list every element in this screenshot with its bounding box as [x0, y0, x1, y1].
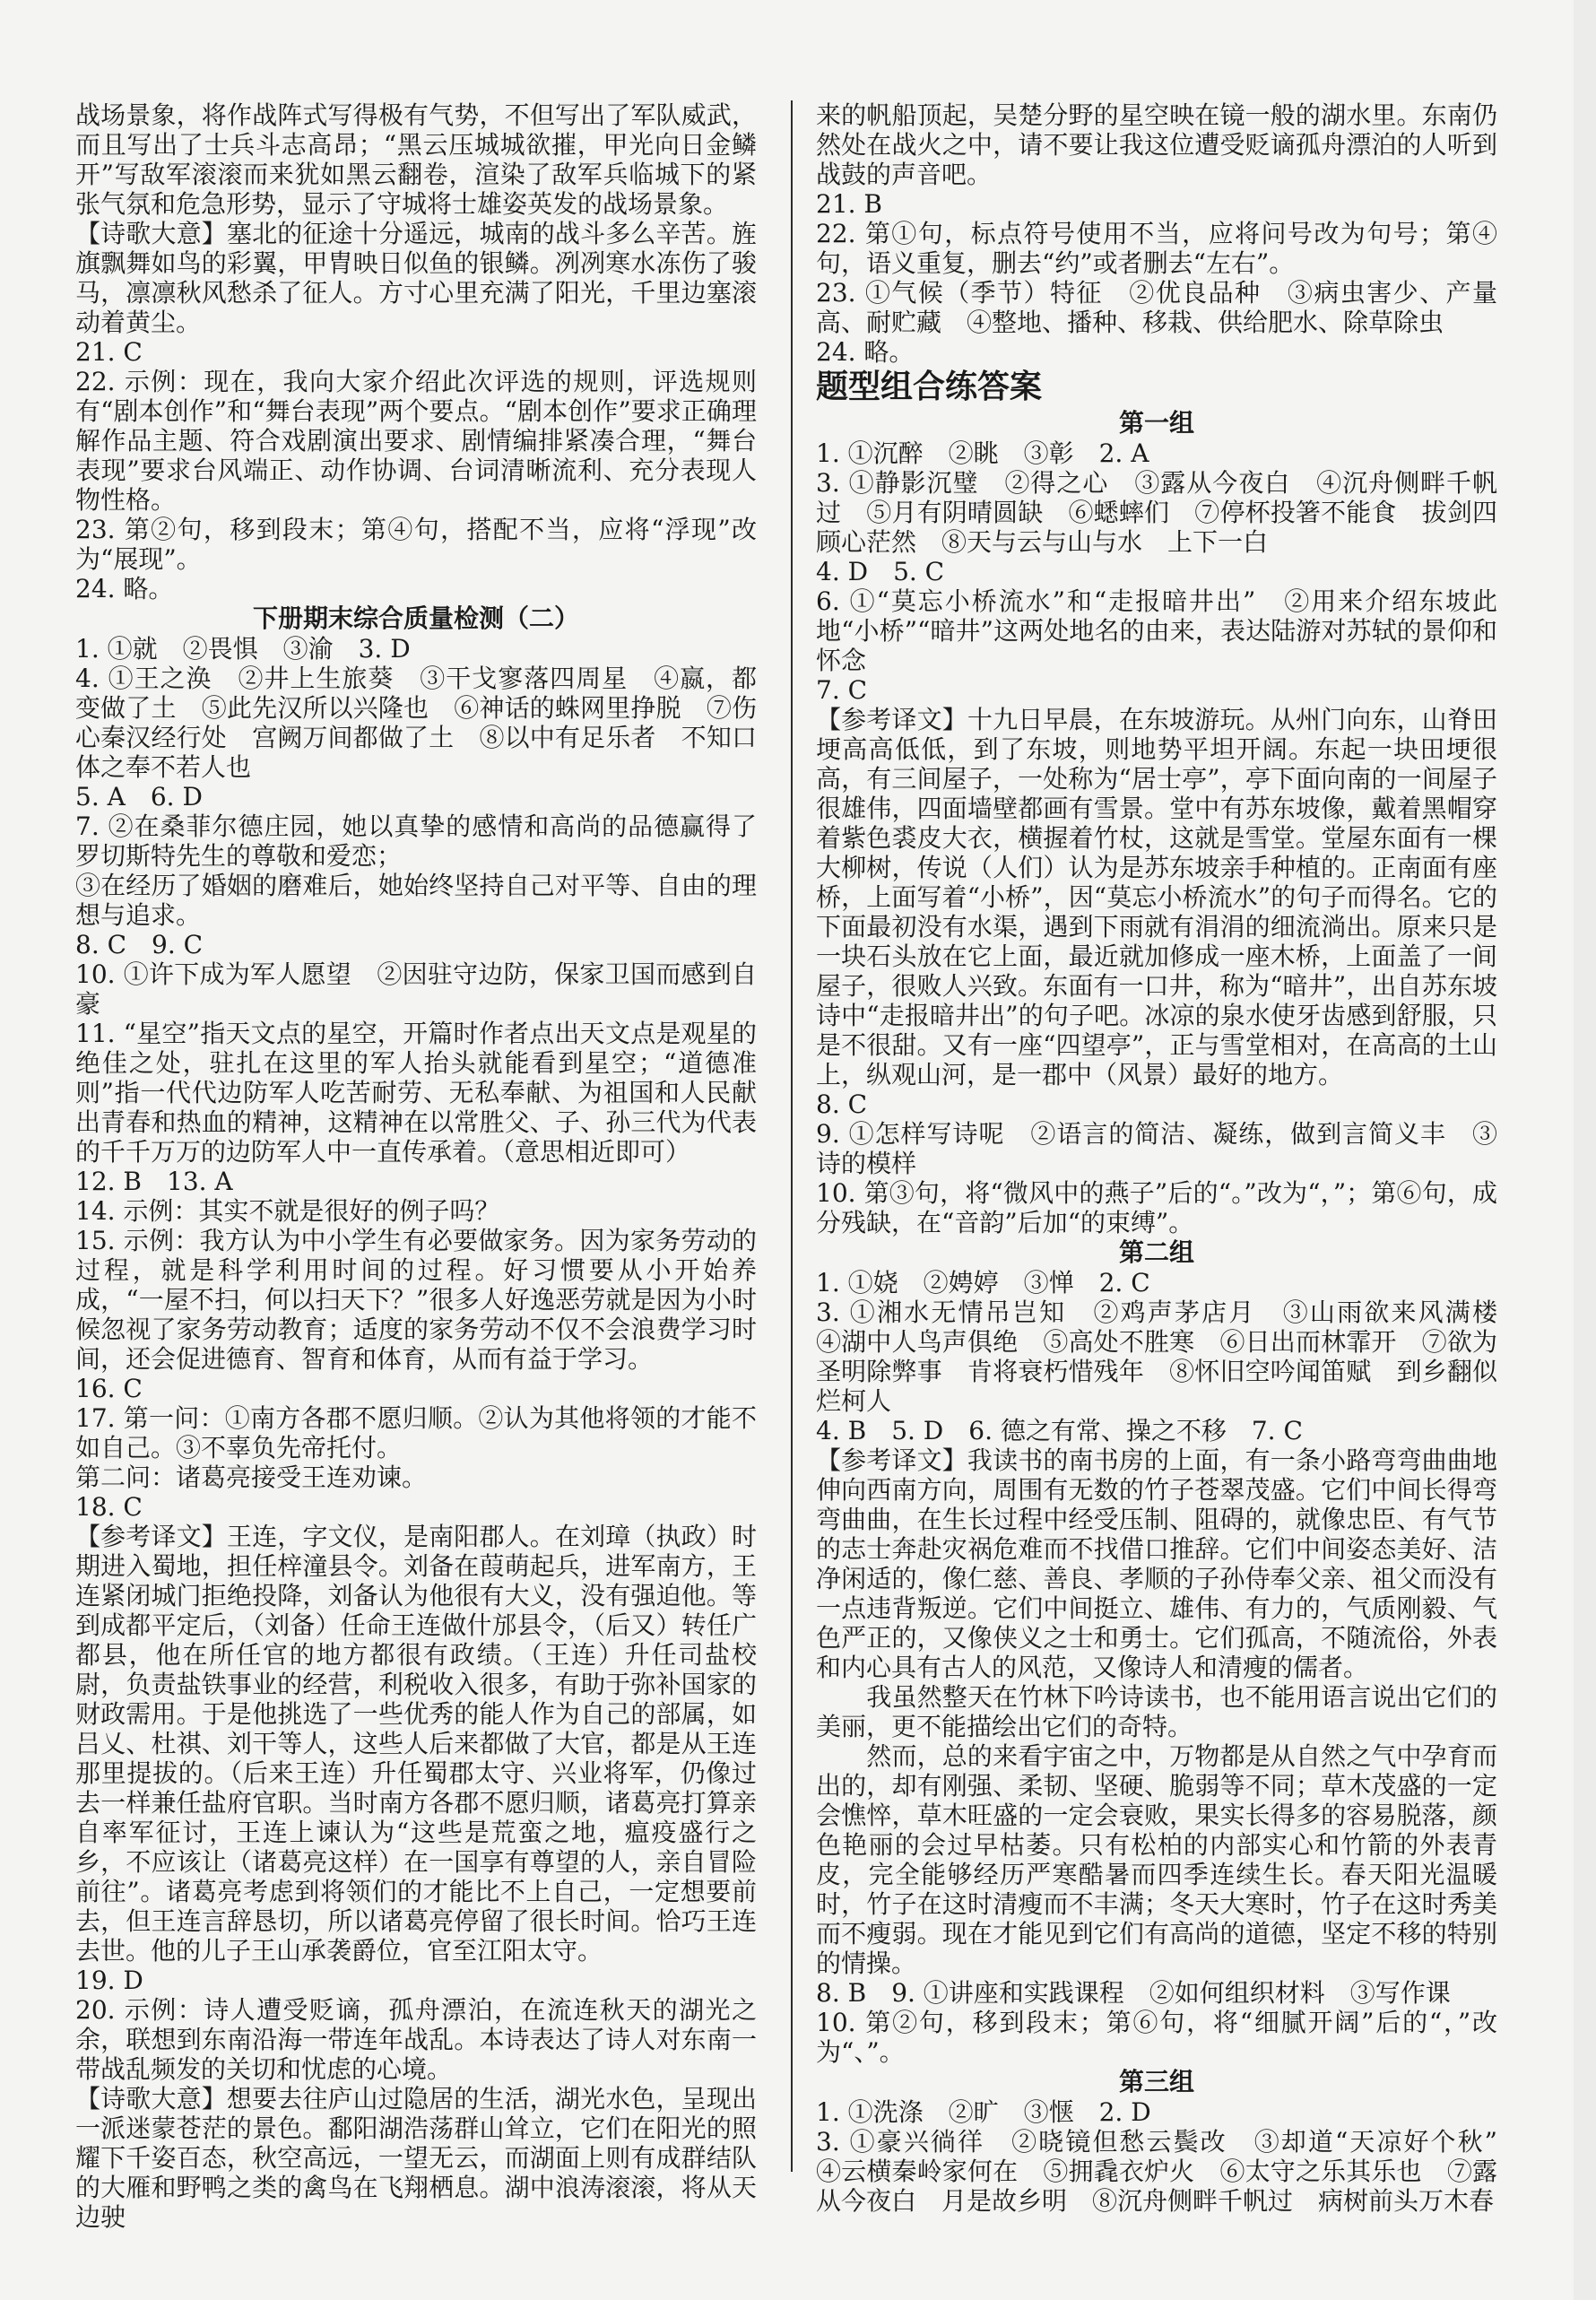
- answer-paragraph: 8. B 9. ①讲座和实践课程 ②如何组织材料 ③写作课: [816, 1978, 1451, 2008]
- subsection-heading: 第一组: [1118, 408, 1194, 438]
- answer-paragraph: 4. B 5. D 6. 德之有常、操之不移 7. C: [816, 1416, 1303, 1445]
- answer-paragraph: 22. 第①句，标点符号使用不当，应将问号改为句号；第④句，语义重复，删去“约”或者删去“左右”。: [816, 219, 1497, 278]
- answer-paragraph: 11. “星空”指天文点的星空，开篇时作者点出天文点是观星的绝佳之处，驻扎在这里的军人抬头就能看到星空；“道德准则”指一代代边防军人吃苦耐劳、无私奉献、为祖国和人民献出青春和热血的精神，这精神在以常胜父、子、孙三代为代表的千千万万的边防军人中一直传承着。（意思相近即可）: [75, 1019, 757, 1167]
- answer-paragraph: 7. ②在桑菲尔德庄园，她以真挚的感情和高尚的品德赢得了罗切斯特先生的尊敬和爱恋；: [75, 812, 757, 871]
- column-divider: [791, 100, 793, 2172]
- answer-paragraph: 16. C: [75, 1374, 143, 1403]
- answer-paragraph: 17. 第一问：①南方各郡不愿归顺。②认为其他将领的才能不如自己。③不辜负先帝托付。: [75, 1403, 757, 1462]
- subsection-heading: 下册期末综合质量检测（二）: [252, 603, 579, 633]
- answer-paragraph: 1. ①洗涤 ②旷 ③惬 2. D: [816, 2097, 1151, 2127]
- answer-paragraph: 6. ①“莫忘小桥流水”和“走报暗井出” ②用来介绍东坡此地“小桥”“暗井”这两处地名的由来，表达陆游对苏轼的景仰和怀念: [816, 586, 1497, 675]
- answer-paragraph: 4. D 5. C: [816, 557, 945, 586]
- answer-paragraph: 19. D: [75, 1966, 143, 1995]
- subsection-heading: 第二组: [1118, 1237, 1194, 1267]
- answer-paragraph: 3. ①湘水无情吊岂知 ②鸡声茅店月 ③山雨欲来风满楼 ④湖中人鸟声俱绝 ⑤高处不胜寒 ⑥日出而林霏开 ⑦欲为圣明除弊事 肯将衰朽惜残年 ⑧怀旧空吟闻笛赋 到乡翻似烂柯人: [816, 1298, 1523, 1416]
- answer-paragraph: 9. ①怎样写诗呢 ②语言的简洁、凝练，做到言简义丰 ③诗的模样: [816, 1119, 1497, 1178]
- answer-paragraph: ③在经历了婚姻的磨难后，她始终坚持自己对平等、自由的理想与追求。: [75, 871, 757, 930]
- answer-paragraph: 4. ①王之涣 ②井上生旅葵 ③干戈寥落四周星 ④嬴，都变做了土 ⑤此先汉所以兴隆也 ⑥神话的蛛网里挣脱 ⑦伤心秦汉经行处 宫阙万间都做了土 ⑧以中有足乐者 不知口体之奉不若人也: [75, 664, 757, 782]
- answer-paragraph: 18. C: [75, 1492, 143, 1522]
- adjacent-page-edge: [1574, 0, 1596, 2300]
- answer-paragraph: 1. ①沉醉 ②眺 ③彰 2. A: [816, 438, 1149, 468]
- answer-paragraph: 1. ①就 ②畏惧 ③渝 3. D: [75, 634, 411, 664]
- answer-paragraph: 21. C: [75, 337, 143, 367]
- answer-paragraph: 24. 略。: [75, 574, 174, 603]
- right-column: [816, 100, 1523, 2216]
- answer-paragraph: 3. ①静影沉璧 ②得之心 ③露从今夜白 ④沉舟侧畔千帆过 ⑤月有阴晴圆缺 ⑥蟋蟀们 ⑦停杯投箸不能食 拔剑四顾心茫然 ⑧天与云与山与水 上下一白: [816, 468, 1497, 557]
- answer-paragraph: 然而，总的来看宇宙之中，万物都是从自然之气中孕育而出的，却有刚强、柔韧、坚硬、脆弱等不同；草木茂盛的一定会憔悴，草木旺盛的一定会衰败，果实长得多的容易脱落，颜色艳丽的会过早枯萎。只有松柏的内部实心和竹箭的外表青皮，完全能够经历严寒酷暑而四季连续生长。春天阳光温暖时，竹子在这时清瘦而不丰满；冬天大寒时，竹子在这时秀美而不瘦弱。现在才能见到它们有高尚的道德，坚定不移的特别的情操。: [816, 1741, 1497, 1978]
- answer-paragraph: 15. 示例：我方认为中小学生有必要做家务。因为家务劳动的过程，就是科学利用时间的过程。好习惯要从小开始养成，“一屋不扫，何以扫天下？”很多人好逸恶劳就是因为小时候忽视了家务劳动教育；适度的家务劳动不仅不会浪费学习时间，还会促进德育、智育和体育，从而有益于学习。: [75, 1226, 757, 1374]
- section-heading: 题型组合练答案: [816, 369, 1043, 405]
- answer-paragraph: 【诗歌大意】想要去往庐山过隐居的生活，湖光水色，呈现出一派迷蒙苍茫的景色。鄱阳湖浩荡群山耸立，它们在阳光的照耀下千姿百态，秋空高远，一望无云，而湖面上则有成群结队的大雁和野鸭之类的禽鸟在飞翔栖息。湖中浪涛滚滚，将从天边驶: [75, 2084, 757, 2232]
- answer-paragraph: 1. ①娆 ②娉婷 ③惮 2. C: [816, 1268, 1150, 1298]
- answer-paragraph: 5. A 6. D: [75, 782, 203, 812]
- answer-paragraph: 8. C: [816, 1089, 868, 1119]
- answer-paragraph: 10. 第③句，将“微风中的燕子”后的“。”改为“，”；第⑥句，成分残缺，在“音韵”后加“的束缚”。: [816, 1178, 1497, 1237]
- answer-paragraph: 23. 第②句，移到段末；第④句，搭配不当，应将“浮现”改为“展现”。: [75, 515, 757, 574]
- answer-paragraph: 22. 示例：现在，我向大家介绍此次评选的规则，评选规则有“剧本创作”和“舞台表现”两个要点。“剧本创作”要求正确理解作品主题、符合戏剧演出要求、剧情编排紧凑合理，“舞台表现”要求台风端正、动作协调、台词清晰流利、充分表现人物性格。: [75, 367, 757, 515]
- answer-paragraph: 14. 示例：其实不就是很好的例子吗？: [75, 1196, 500, 1226]
- answer-paragraph: 来的帆船顶起，吴楚分野的星空映在镜一般的湖水里。东南仍然处在战火之中，请不要让我这位遭受贬谪孤舟漂泊的人听到战鼓的声音吧。: [816, 100, 1497, 189]
- answer-paragraph: 10. 第②句，移到段末；第⑥句，将“细腻开阔”后的“，”改为“、”。: [816, 2008, 1497, 2067]
- answer-paragraph: 战场景象，将作战阵式写得极有气势，不但写出了军队威武，而且写出了士兵斗志高昂；“黑云压城城欲摧，甲光向日金鳞开”写敌军滚滚而来犹如黑云翻卷，渲染了敌军兵临城下的紧张气氛和危急形势，显示了守城将士雄姿英发的战场景象。: [75, 100, 757, 219]
- answer-paragraph: 20. 示例：诗人遭受贬谪，孤舟漂泊，在流连秋天的湖光之余，联想到东南沿海一带连年战乱。本诗表达了诗人对东南一带战乱频发的关切和忧虑的心境。: [75, 1995, 757, 2084]
- answer-paragraph: 第二问：诸葛亮接受王连劝谏。: [75, 1462, 428, 1492]
- answer-paragraph: 24. 略。: [816, 337, 915, 367]
- answer-paragraph: 【参考译文】王连，字文仪，是南阳郡人。在刘璋（执政）时期进入蜀地，担任梓潼县令。刘备在葭萌起兵，进军南方，王连紧闭城门拒绝投降，刘备认为他很有大义，没有强迫他。等到成都平定后，（刘备）任命王连做什邡县令，（后又）转任广都县，他在所任官的地方都很有政绩。（王连）升任司盐校尉，负责盐铁事业的经营，利税收入很多，有助于弥补国家的财政需用。于是他挑选了一些优秀的能人作为自己的部属，如吕乂、杜祺、刘干等人，这些人后来都做了大官，都是从王连那里提拔的。（后来王连）升任蜀郡太守、兴业将军，仍像过去一样兼任盐府官职。当时南方各郡不愿归顺，诸葛亮打算亲自率军征讨，王连上谏认为“这些是荒蛮之地，瘟疫盛行之乡，不应该让（诸葛亮这样）在一国享有尊望的人，亲自冒险前往”。诸葛亮考虑到将领们的才能比不上自己，一定想要前去，但王连言辞恳切，所以诸葛亮停留了很长时间。恰巧王连去世。他的儿子王山承袭爵位，官至江阳太守。: [75, 1522, 757, 1966]
- answer-paragraph: 【参考译文】十九日早晨，在东坡游玩。从州门向东，山脊田埂高高低低，到了东坡，则地势平坦开阔。东起一块田埂很高，有三间屋子，一处称为“居士亭”，亭下面向南的一间屋子很雄伟，四面墙壁都画有雪景。堂中有苏东坡像，戴着黑帽穿着紫色裘皮大衣，横握着竹杖，这就是雪堂。堂屋东面有一棵大柳树，传说（人们）认为是苏东坡亲手种植的。正南面有座桥，上面写着“小桥”，因“莫忘小桥流水”的句子而得名。它的下面最初没有水渠，遇到下雨就有涓涓的细流淌出。原来只是一块石头放在它上面，最近就加修成一座木桥，上面盖了一间屋子，很败人兴致。东面有一口井，称为“暗井”，出自苏东坡诗中“走报暗井出”的句子吧。冰凉的泉水使牙齿感到舒服，只是不很甜。又有一座“四望亭”，正与雪堂相对，在高高的土山上，纵观山河，是一郡中（风景）最好的地方。: [816, 705, 1497, 1089]
- answer-paragraph: 7. C: [816, 675, 868, 705]
- subsection-heading: 第三组: [1118, 2067, 1194, 2096]
- answer-paragraph: 【参考译文】我读书的南书房的上面，有一条小路弯弯曲曲地伸向西南方向，周围有无数的竹子苍翠茂盛。它们中间长得弯弯曲曲，在生长过程中经受压制、阻碍的，就像忠臣、有气节的志士奔赴灾祸危难而不找借口推辞。它们中间姿态美好、洁净闲适的，像仁慈、善良、孝顺的子孙侍奉父亲、祖父而没有一点违背叛逆。它们中间挺立、雄伟、有力的，气质刚毅、气色严正的，又像侠义之士和勇士。它们孤高，不随流俗，外表和内心具有古人的风范，又像诗人和清瘦的儒者。: [816, 1445, 1497, 1682]
- answer-paragraph: 【诗歌大意】塞北的征途十分遥远，城南的战斗多么辛苦。旌旗飘舞如鸟的彩翼，甲胄映日似鱼的银鳞。冽冽寒水冻伤了骏马，凛凛秋风愁杀了征人。方寸心里充满了阳光，千里边塞滚动着黄尘。: [75, 219, 757, 337]
- answer-paragraph: 21. B: [816, 189, 883, 219]
- answer-paragraph: 10. ①许下成为军人愿望 ②因驻守边防，保家卫国而感到自豪: [75, 959, 757, 1019]
- left-column: [75, 100, 757, 2232]
- answer-paragraph: 12. B 13. A: [75, 1167, 233, 1196]
- answer-paragraph: 我虽然整天在竹林下吟诗读书，也不能用语言说出它们的美丽，更不能描绘出它们的奇特。: [816, 1682, 1497, 1741]
- answer-paragraph: 23. ①气候（季节）特征 ②优良品种 ③病虫害少、产量高、耐贮藏 ④整地、播种、移栽、供给肥水、除草除虫: [816, 278, 1497, 337]
- answer-paragraph: 8. C 9. C: [75, 930, 204, 959]
- answer-paragraph: 3. ①豪兴徜徉 ②晓镜但愁云鬓改 ③却道“天凉好个秋” ④云横秦岭家何在 ⑤拥毳衣炉火 ⑥太守之乐其乐也 ⑦露从今夜白 月是故乡明 ⑧沉舟侧畔千帆过 病树前头万木春: [816, 2127, 1523, 2216]
